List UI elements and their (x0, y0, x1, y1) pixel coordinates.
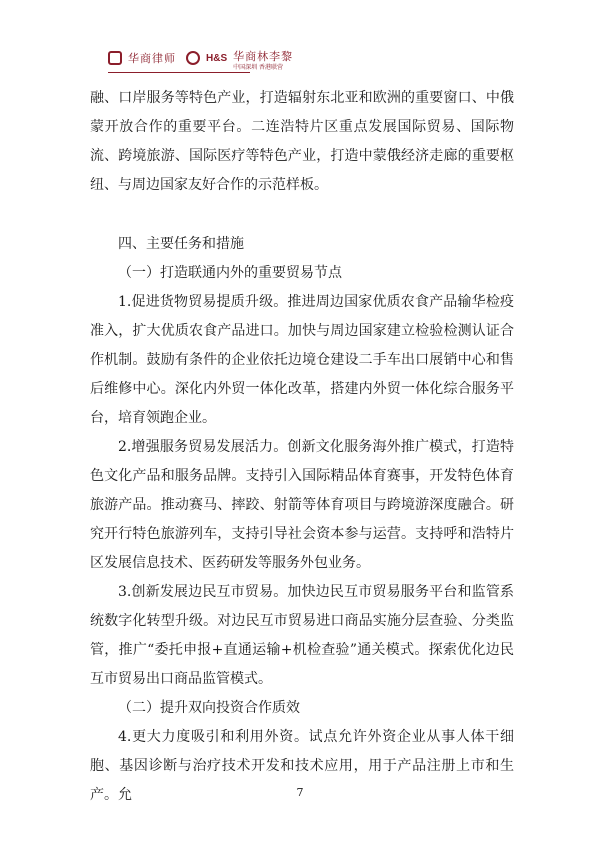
subsection-heading-1: （一）打造联通内外的重要贸易节点 (118, 265, 342, 281)
paragraph-continued: 融、口岸服务等特色产业，打造辐射东北亚和欧洲的重要窗口、中俄蒙开放合作的重要平台。二连浩特片区重点发展国际贸易、国际物流、跨境旅游、国际医疗等特色产业，打造中蒙俄经济走廊的重要枢纽、与周边国家友好合作的示范样板。 (90, 90, 514, 193)
paragraph-3: 3.创新发展边民互市贸易。加快边民互市贸易服务平台和监管系统数字化转型升级。对边民互市贸易进口商品实施分层查验、分类监管，推广“委托申报+直通运输+机检查验”通关模式。探索优化边民互市贸易出口商品监管模式。 (90, 584, 514, 687)
partner-logo-block (233, 45, 293, 71)
paragraph-1: 1.促进货物贸易提质升级。推进周边国家优质农食产品输华检疫准入，扩大优质农食产品进口。加快与周边国家建立检验检测认证合作机制。鼓励有条件的企业依托边境仓建设二手车出口展销中心和售后维修中心。深化内外贸一体化改革，搭建内外贸一体化综合服务平台，培育领跑企业。 (90, 294, 514, 426)
firm-logo-icon (108, 51, 122, 65)
firm-logo-text: 华商律师 (128, 52, 176, 65)
partner-logo-sub: 中国深圳 香港联营 (233, 64, 284, 71)
paragraph-4: 4.更大力度吸引和利用外资。试点允许外资企业从事人体干细胞、基因诊断与治疗技术开发和技术应用，用于产品注册上市和生产。允 (90, 729, 514, 803)
partner-logo-cn: 华商林李黎 (233, 50, 294, 63)
header-logo (108, 46, 293, 70)
partner-logo-icon (186, 51, 200, 65)
document-body (90, 84, 514, 810)
header-rule (108, 72, 250, 73)
section-heading: 四、主要任务和措施 (118, 236, 244, 252)
subsection-heading-2: （二）提升双向投资合作质效 (118, 700, 300, 716)
page-number: 7 (296, 786, 304, 799)
partner-logo-text: H&S (206, 52, 228, 64)
paragraph-2: 2.增强服务贸易发展活力。创新文化服务海外推广模式，打造特色文化产品和服务品牌。支持引入国际精品体育赛事，开发特色体育旅游产品。推动赛马、摔跤、射箭等体育项目与跨境游深度融合。研究开行特色旅游列车，支持引导社会资本参与运营。支持呼和浩特片区发展信息技术、医药研发等服务外包业务。 (90, 439, 514, 571)
